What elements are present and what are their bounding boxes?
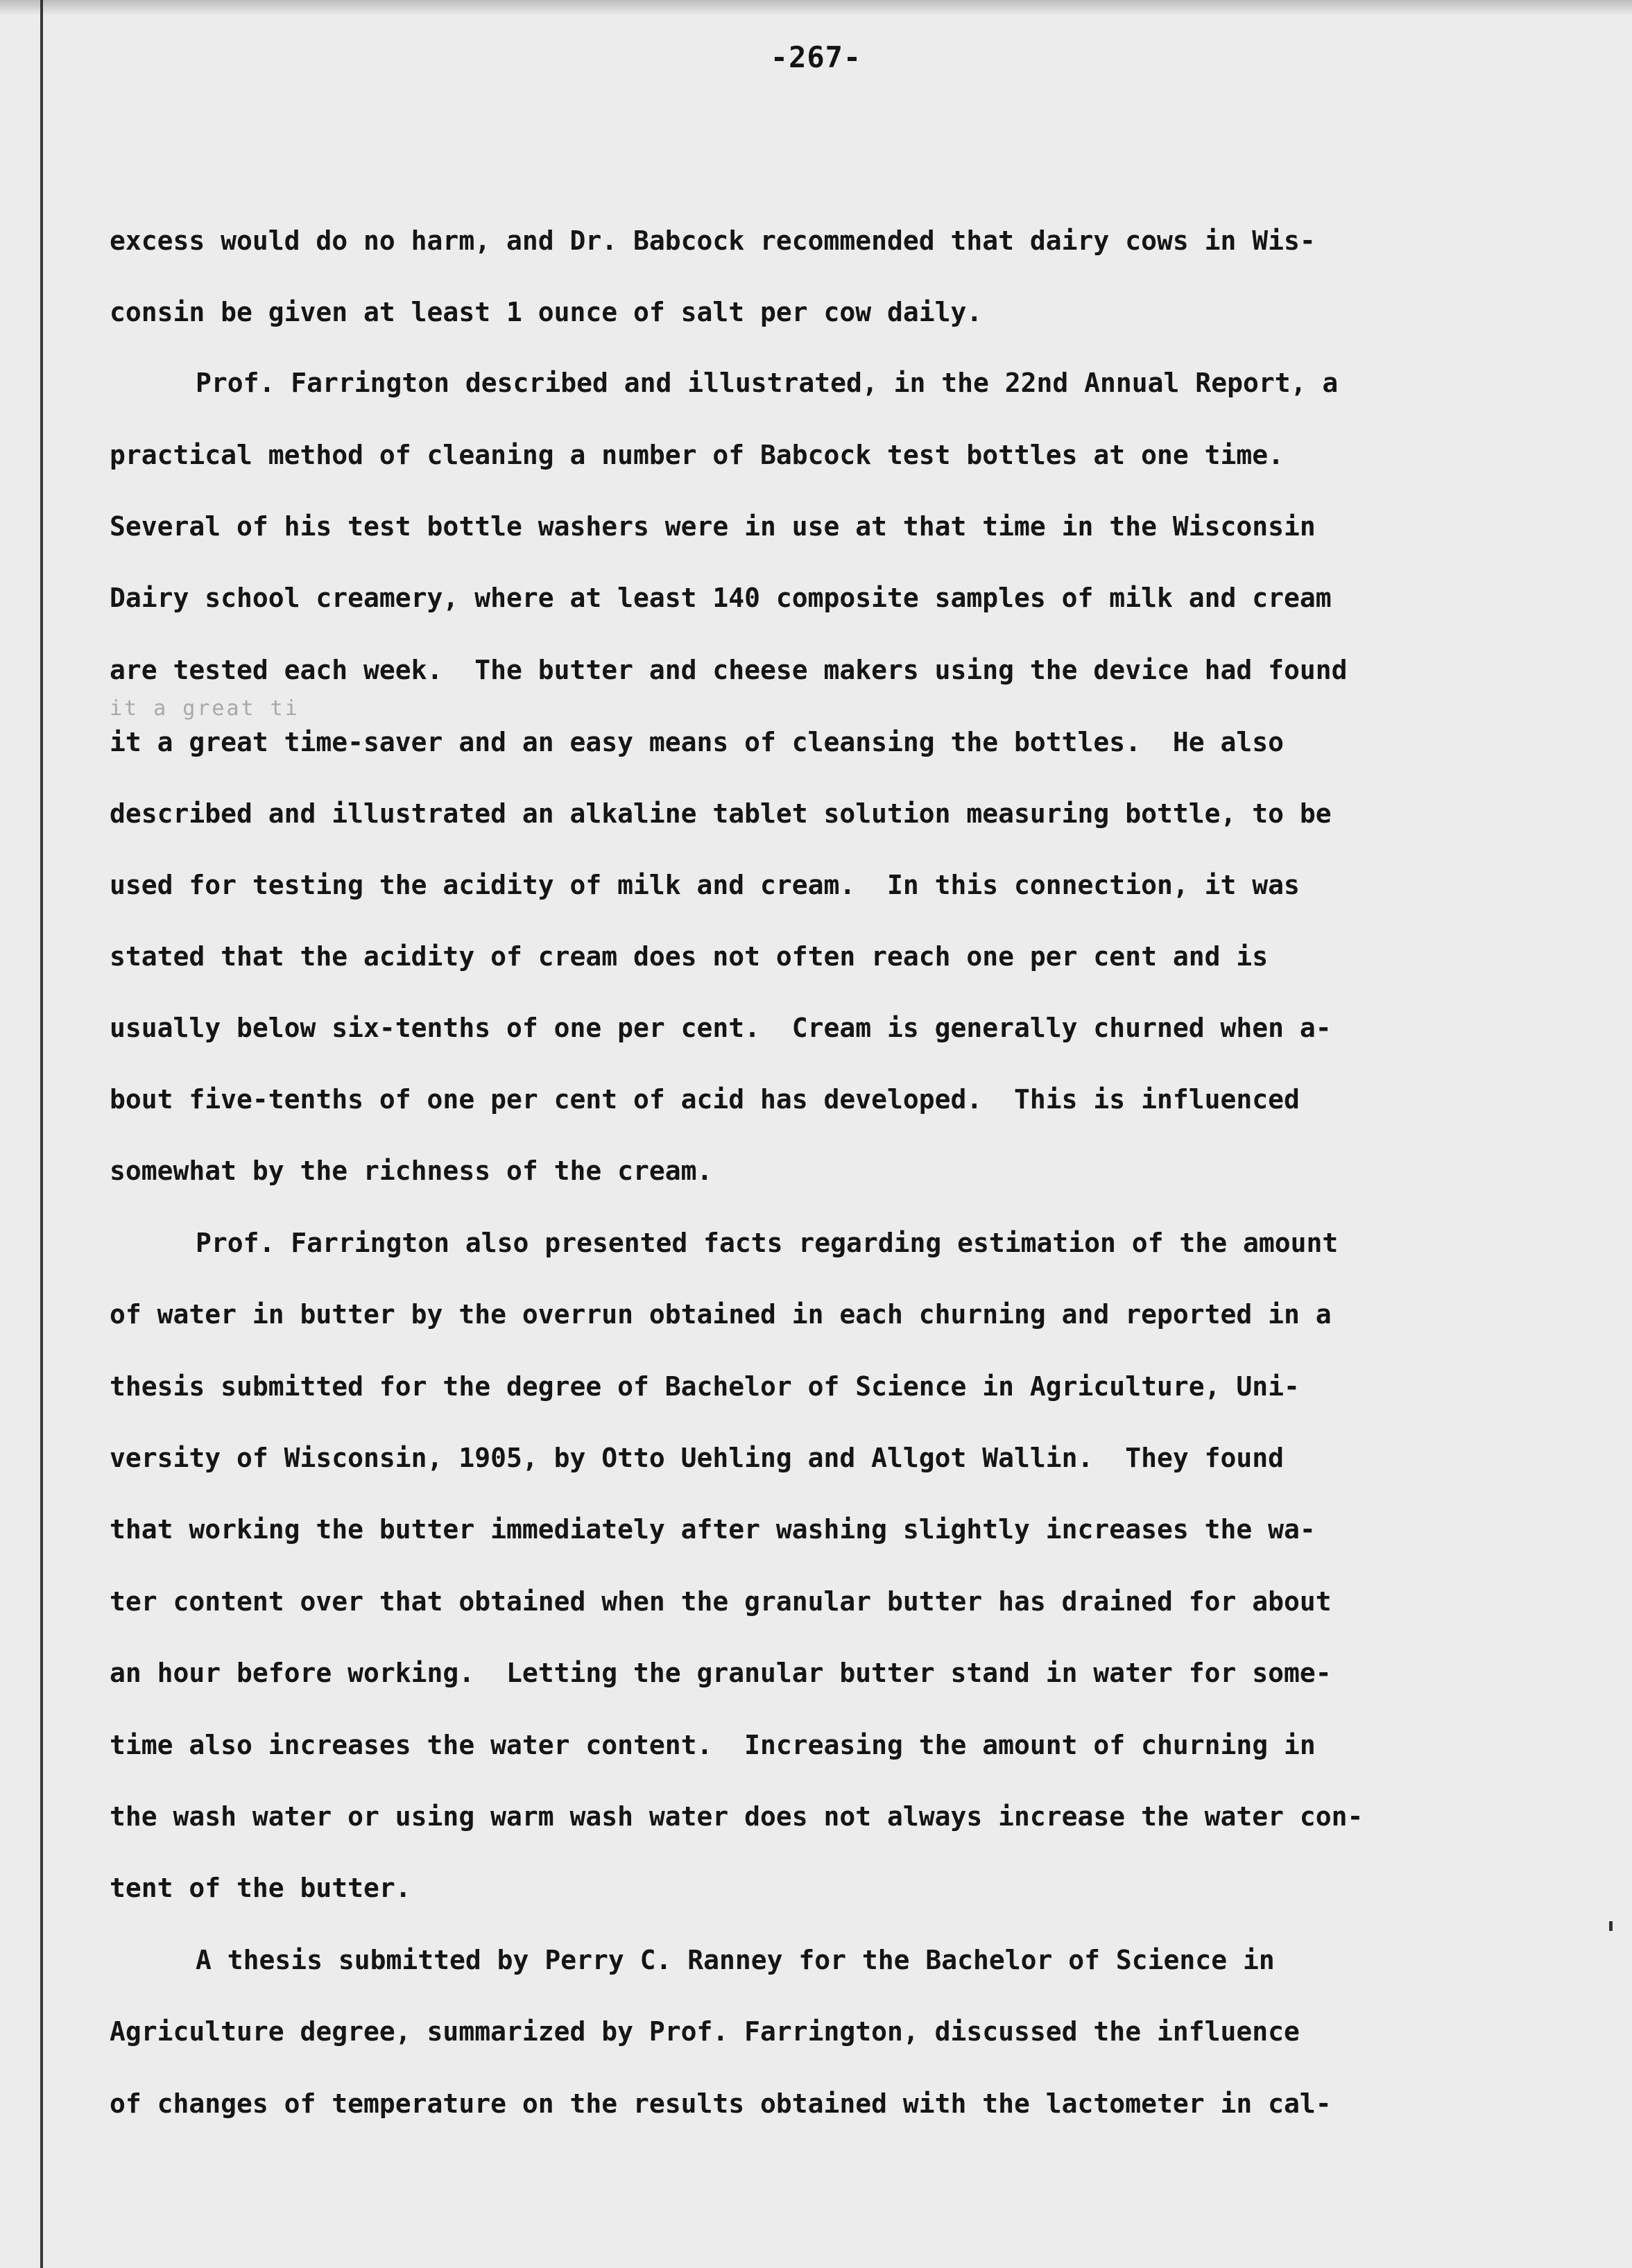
text-line: versity of Wisconsin, 1905, by Otto Uehling and Allgot Wallin. They found [110,1443,1284,1473]
text-line: are tested each week. The butter and cheese makers using the device had found [110,655,1348,685]
left-margin-rule [40,0,43,2268]
text-line: that working the butter immediately after washing slightly increases the wa- [110,1514,1316,1545]
text-line: usually below six-tenths of one per cent. Cream is generally churned when a- [110,1013,1332,1043]
text-line: the wash water or using warm wash water does not always increase the water con- [110,1801,1364,1832]
text-line: time also increases the water content. Increasing the amount of churning in [110,1730,1316,1760]
text-line: excess would do no harm, and Dr. Babcock recommended that dairy cows in Wis- [110,225,1316,256]
text-line: of changes of temperature on the results obtained with the lactometer in cal- [110,2088,1332,2119]
paragraph-first-line: Prof. Farrington also presented facts regarding estimation of the amount [196,1228,1339,1258]
text-line: used for testing the acidity of milk and cream. In this connection, it was [110,870,1300,900]
margin-speck [1609,1921,1613,1931]
text-line: Several of his test bottle washers were in use at that time in the Wisconsin [110,511,1316,542]
text-line: of water in butter by the overrun obtained in each churning and reported in a [110,1299,1332,1330]
text-line: it a great time-saver and an easy means of cleansing the bottles. He also [110,727,1284,757]
text-line: practical method of cleaning a number of Babcock test bottles at one time. [110,440,1284,470]
text-line: somewhat by the richness of the cream. [110,1156,713,1186]
text-line: Agriculture degree, summarized by Prof. Farrington, discussed the influence [110,2016,1300,2047]
text-line: consin be given at least 1 ounce of salt per cow daily. [110,297,983,327]
text-line: bout five-tenths of one per cent of acid has developed. This is influenced [110,1084,1300,1115]
page-number: -267- [770,40,862,74]
scan-edge-shadow [0,0,1632,15]
text-line: ter content over that obtained when the granular butter has drained for about [110,1586,1332,1617]
text-line: Dairy school creamery, where at least 140 composite samples of milk and cream [110,583,1332,613]
text-line: described and illustrated an alkaline tablet solution measuring bottle, to be [110,798,1332,829]
text-line: tent of the butter. [110,1873,411,1903]
paragraph-first-line: A thesis submitted by Perry C. Ranney for the Bachelor of Science in [196,1945,1275,1975]
faded-overprint-text: it a great ti [110,696,300,721]
paragraph-first-line: Prof. Farrington described and illustrated, in the 22nd Annual Report, a [196,368,1339,398]
text-line: an hour before working. Letting the granular butter stand in water for some- [110,1658,1332,1688]
text-line: stated that the acidity of cream does not often reach one per cent and is [110,941,1269,972]
text-line: thesis submitted for the degree of Bachelor of Science in Agriculture, Uni- [110,1371,1300,1402]
